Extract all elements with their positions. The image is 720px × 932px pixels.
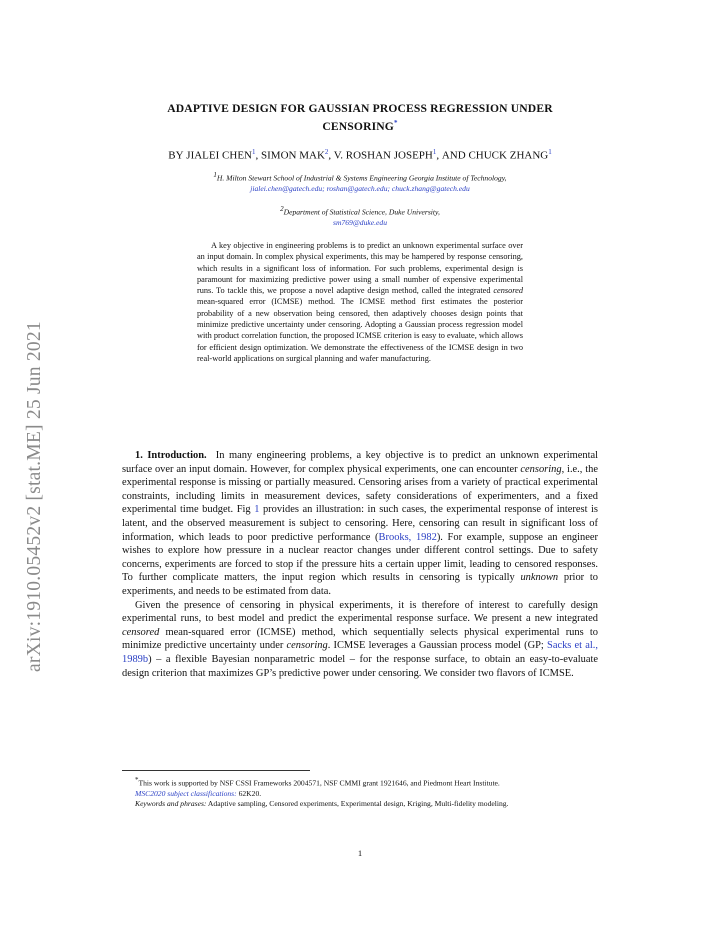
author-affiliation-mark[interactable]: 1 [252,148,256,156]
msc-classification: MSC2020 subject classifications: 62K20. [135,788,262,798]
affiliation-duke: $^2$Department of Statistical Science, Duke University, sm769@duke.edu [280,205,440,228]
citation-link[interactable]: Sacks et al., 1989b [122,640,598,665]
msc-link[interactable]: MSC2020 subject classifications: [135,788,237,798]
footnotes [122,775,598,810]
affiliation-georgia-tech: $^1$H. Milton Stewart School of Industrial & Systems Engineering Georgia Institute of Technology, jialei.chen@gatech.edu; roshan@gatech.edu; chuck.zhang@gatech.edu [213,171,507,194]
page-number: 1 [357,848,363,858]
title-footnote-mark[interactable]: * [393,119,398,127]
footnote-divider [122,770,310,771]
intro-paragraph-1: 1. Introduction. In many engineering problems, a key objective is to predict an unknown experimental surface over an input domain. However, for complex physical experiments, one can encounter censoring, i.e., the experimental response is missing or partially measured. Censoring arises from a variety of practical experimental constraints, including limits in measurement devices, safety considerations of experimenters, and a fixed experimental time budget. Fig 1 provides an illustration: in such cases, the experimental response of interest is latent, and the observed measurement is subject to censoring. Here, censoring can result in significant loss of information, which leads to poor predictive performance (Brooks, 1982). For example, suppose an engineer wishes to explore how pressure in a nuclear reactor changes under different control settings. Due to safety concerns, experiments are forced to stop if the pressure hits a certain upper limit, leading to censored responses. To further complicate matters, the input region which results in censoring is typically unknown prior to experiments, and needs to be estimated from data. [122,450,599,597]
author-affiliation-mark[interactable]: 1 [432,148,437,156]
intro-paragraph-2: Given the presence of censoring in physical experiments, it is therefore of interest to carefully design experimental runs, to best model and predict the experimental response surface. We present a new integrated censored mean-squared error (ICMSE) method, which sequentially selects physical experimental runs to minimize predictive uncertainty under censoring. ICMSE leverages a Gaussian process model (GP; Sacks et al., 1989b) – a flexible Bayesian nonparametric model – for the response surface, to obtain an easy-to-evaluate design criterion that maximizes GP’s predictive power under censoring. We consider two flavors of ICMSE. [122,599,598,679]
abstract-paragraph: A key objective in engineering problems is to predict an unknown experimental surface over an input domain. In complex physical experiments, this may be hampered by response censoring, which results in a significant loss of information. For such problems, experimental design is paramount for maximizing predictive power using a small number of expensive experimental runs. To tackle this, we propose a novel adaptive design method, called the integrated censored mean-squared error (ICMSE) method. The ICMSE method first estimates the posterior probability of a new observation being censored, then adaptively chooses design points that minimize predictive uncertainty under censoring. Adopting a Gaussian process regression model with product correlation function, the proposed ICMSE criterion is easy to evaluate, which allows for efficient design optimization. We demonstrate the effectiveness of the ICMSE design in two real-world applications on surgical planning and wafer manufacturing. [197,241,523,363]
abstract [197,240,523,364]
keywords: Keywords and phrases: Adaptive sampling, Censored experiments, Experimental design, Kriging, Multi-fidelity modeling. [135,799,509,809]
author-list: BY JIALEI CHEN$^1$, SIMON MAK$^2$, V. ROSHAN JOSEPH$^1$, AND CHUCK ZHANG$^1$ [168,148,552,162]
arxiv-identifier-stamp: arXiv:1910.05452v2 [stat.ME] 25 Jun 2021 [24,321,45,672]
author-email-link[interactable]: sm769@duke.edu [332,218,387,228]
author-roshan-joseph: V. ROSHAN JOSEPH [333,149,433,162]
section-heading: 1. Introduction. [135,450,207,461]
author-affiliation-mark[interactable]: 2 [324,148,329,156]
paper-title [130,101,590,134]
title-line-1: ADAPTIVE DESIGN FOR GAUSSIAN PROCESS REGRESSION UNDER [167,102,553,115]
figure-reference-link[interactable]: 1 [254,504,260,516]
introduction-section [122,449,598,680]
author-simon-mak: SIMON MAK [261,149,325,162]
author-chuck-zhang: CHUCK ZHANG [468,149,549,162]
author-emails-link[interactable]: jialei.chen@gatech.edu; roshan@gatech.edu; chuck.zhang@gatech.edu [250,184,470,194]
author-affiliation-mark[interactable]: 1 [548,148,552,156]
title-line-2: CENSORING [322,119,394,133]
citation-link[interactable]: Brooks, 1982 [378,531,437,543]
funding-footnote: *This work is supported by NSF CSSI Frameworks 2004571, NSF CMMI grant 1921646, and Piedmont Heart Institute. [135,776,500,788]
author-jialei-chen: JIALEI CHEN [186,149,252,162]
